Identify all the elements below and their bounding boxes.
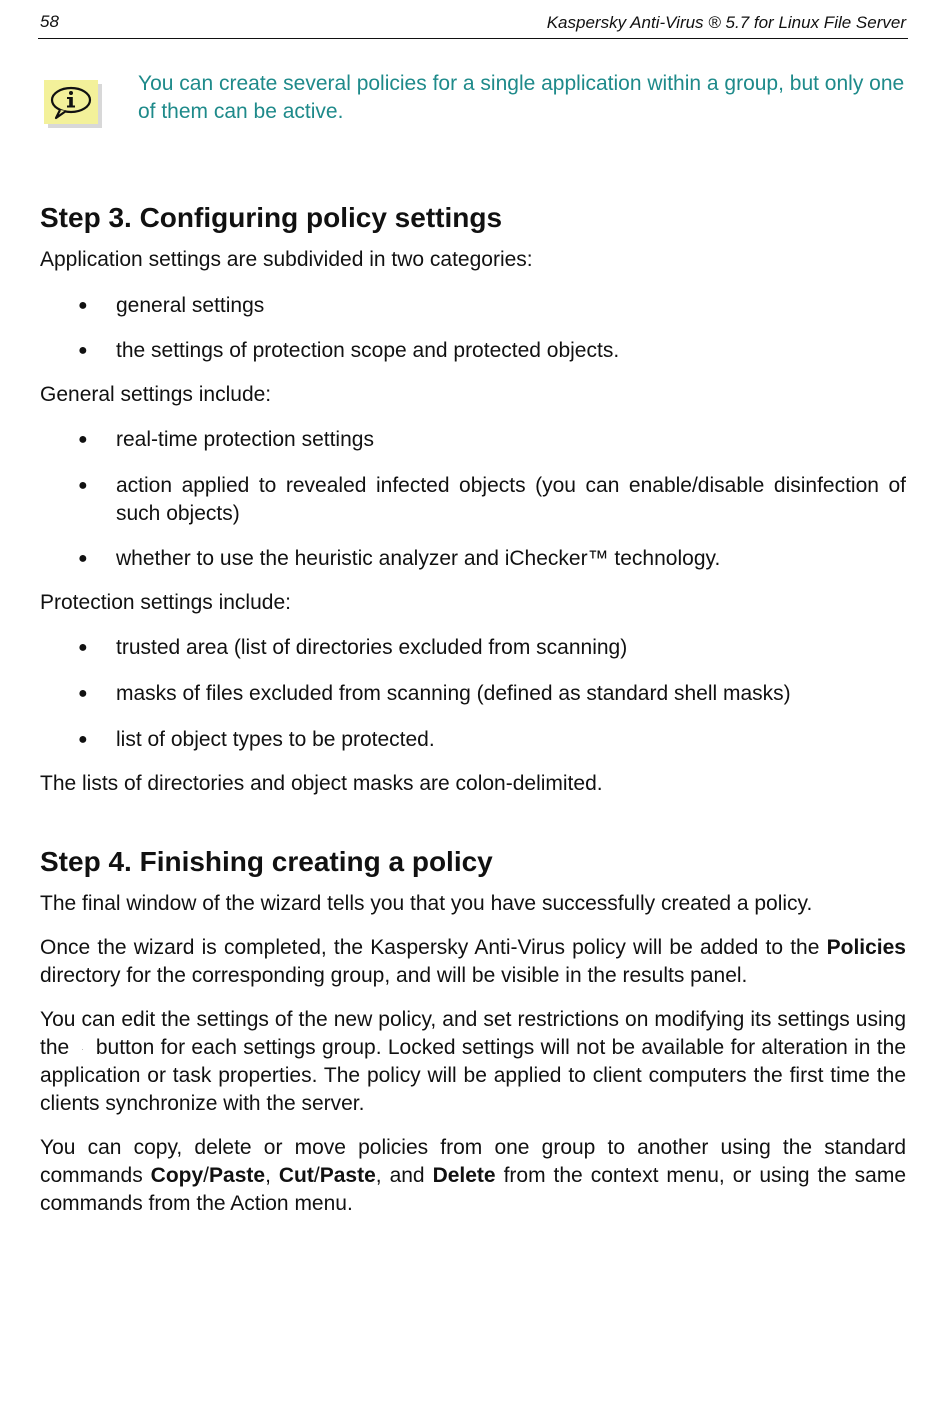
list-item: ● real-time protection settings xyxy=(40,426,906,454)
step3-closing: The lists of directories and object masks are colon-delimited. xyxy=(40,772,603,795)
info-note xyxy=(38,70,908,140)
step4-paragraph-1: The final window of the wizard tells you that you have successfully created a policy. xyxy=(40,892,813,915)
list-item: ● masks of files excluded from scanning (defined as standard shell masks) xyxy=(40,680,906,708)
page-number: 58 xyxy=(40,12,59,31)
bullet-icon: ● xyxy=(78,342,88,359)
list-item: ● trusted area (list of directories excluded from scanning) xyxy=(40,634,906,662)
list-item: ● the settings of protection scope and protected objects. xyxy=(40,337,906,365)
list-item: ● whether to use the heuristic analyzer and iChecker™ technology. xyxy=(40,545,906,573)
step4-paragraph-3: You can edit the settings of the new policy, and set restrictions on modifying its settings using the . button for each settings group. Locked settings will not be available for alteration in the application or task properties. The policy will be applied to client computers the first time the clients synchronize with the server. xyxy=(40,1008,906,1116)
list-item: ● list of object types to be protected. xyxy=(40,726,906,754)
bullet-icon: ● xyxy=(78,685,88,702)
note-text: You can create several policies for a single application within a group, but only one of them can be active. xyxy=(138,72,905,123)
step4-paragraph-2: Once the wizard is completed, the Kaspersky Anti-Virus policy will be added to the Policies directory for the corresponding group, and will be visible in the results panel. xyxy=(40,936,906,987)
document-title: Kaspersky Anti-Virus ® 5.7 for Linux File Server xyxy=(546,13,906,32)
protection-settings-list xyxy=(40,634,906,754)
categories-list xyxy=(40,292,906,365)
info-note-icon xyxy=(42,78,104,130)
bullet-icon: ● xyxy=(78,550,88,567)
page-content xyxy=(40,200,906,1218)
bullet-icon: ● xyxy=(78,639,88,656)
step3-intro: Application settings are subdivided in two categories: xyxy=(40,248,533,271)
step3-heading: Step 3. Configuring policy settings xyxy=(40,202,503,233)
page-header xyxy=(38,10,908,39)
bullet-icon: ● xyxy=(78,731,88,748)
list-item: ● action applied to revealed infected objects (you can enable/disable disinfection of such objects) xyxy=(78,474,906,525)
lock-icon: . xyxy=(81,1043,84,1053)
general-settings-list xyxy=(40,426,906,573)
step4-paragraph-4: You can copy, delete or move policies from one group to another using the standard commands Copy/Paste, Cut/Paste, and Delete from the context menu, or using the same commands from the Action menu. xyxy=(40,1136,907,1216)
bullet-icon: ● xyxy=(78,297,88,314)
bullet-icon: ● xyxy=(78,477,88,494)
protection-settings-intro: Protection settings include: xyxy=(40,591,291,614)
bullet-icon: ● xyxy=(78,431,88,448)
step4-heading: Step 4. Finishing creating a policy xyxy=(40,846,493,877)
list-item: ● general settings xyxy=(40,292,906,320)
policies-term: Policies xyxy=(826,936,906,959)
general-settings-intro: General settings include: xyxy=(40,383,272,406)
